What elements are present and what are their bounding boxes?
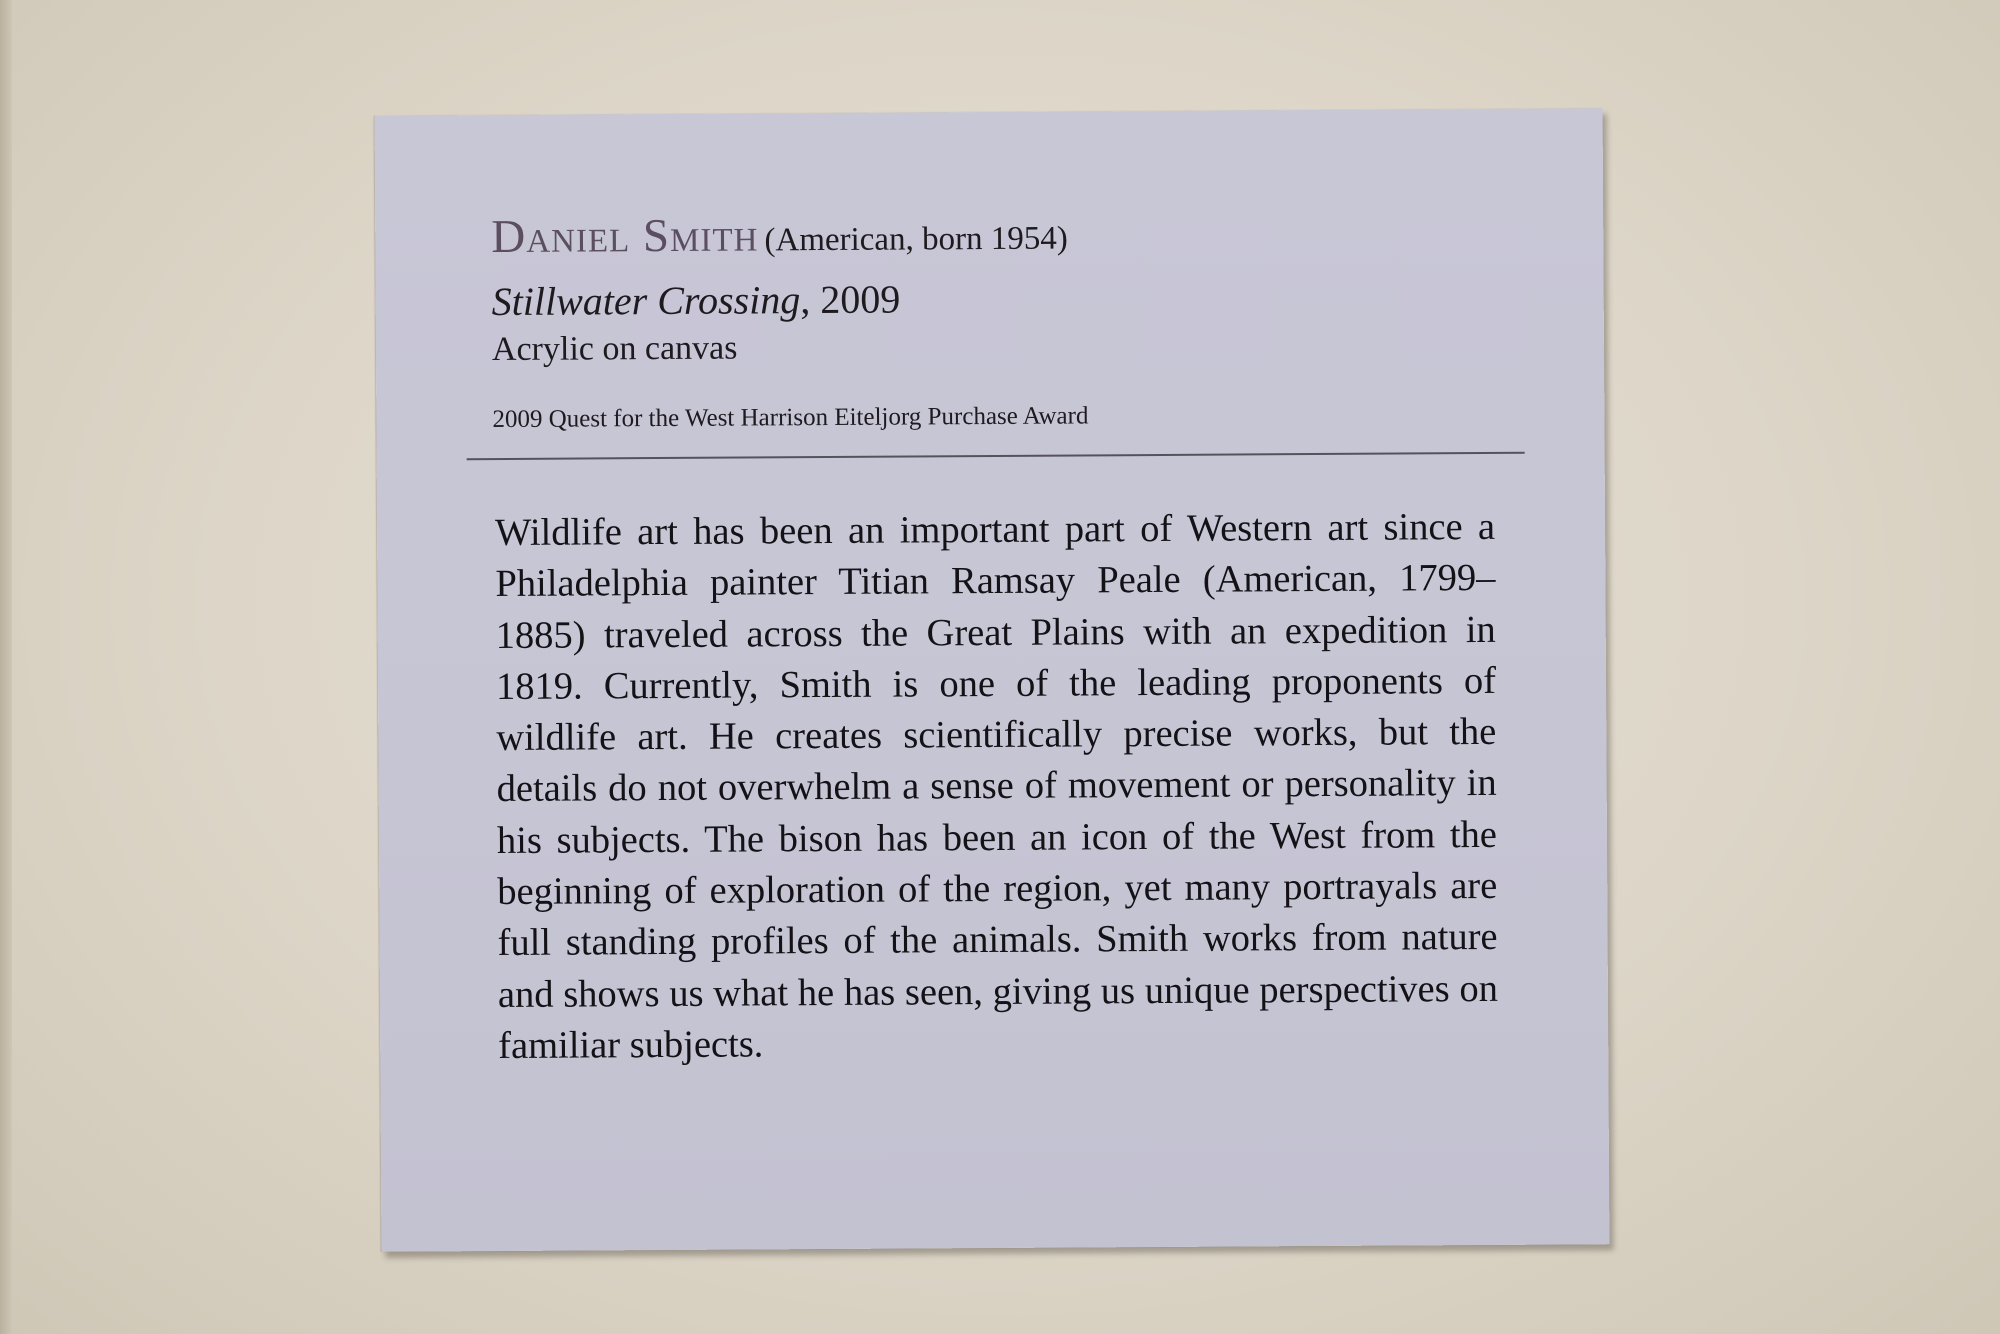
artwork-medium: Acrylic on canvas — [491, 329, 738, 369]
wall-edge — [0, 0, 12, 1334]
artwork-title-line — [492, 270, 1492, 328]
artist-name: Daniel Smith — [491, 209, 759, 264]
artist-nationality-birth: (American, born 1954) — [764, 220, 1068, 259]
artwork-year: , 2009 — [800, 276, 901, 323]
artwork-title: Stillwater Crossing — [491, 277, 801, 325]
label-header — [491, 203, 1492, 436]
description-text: Wildlife art has been an important part of Western art since a Philadelphia painter Titian Ramsay Peale (American, 1799–1885) traveled across the Great Plains with an expedition in 1819. Currently, Smith is one of the leading proponents of wildlife art. He creates scientifically precise works, but the details do not overwhelm a sense of movement or personality in his subjects. The bison has been an icon of the West from the beginning of exploration of the region, yet many portrayals are full standing profiles of the animals. Smith works from nature and shows us what he has seen, giving us unique perspectives on familiar subjects. — [494, 505, 1499, 1067]
artist-line — [491, 203, 1491, 276]
award-credit: 2009 Quest for the West Harrison Eiteljorg Purchase Award — [492, 402, 1089, 434]
divider-rule — [467, 452, 1525, 460]
museum-label-card — [375, 108, 1610, 1251]
